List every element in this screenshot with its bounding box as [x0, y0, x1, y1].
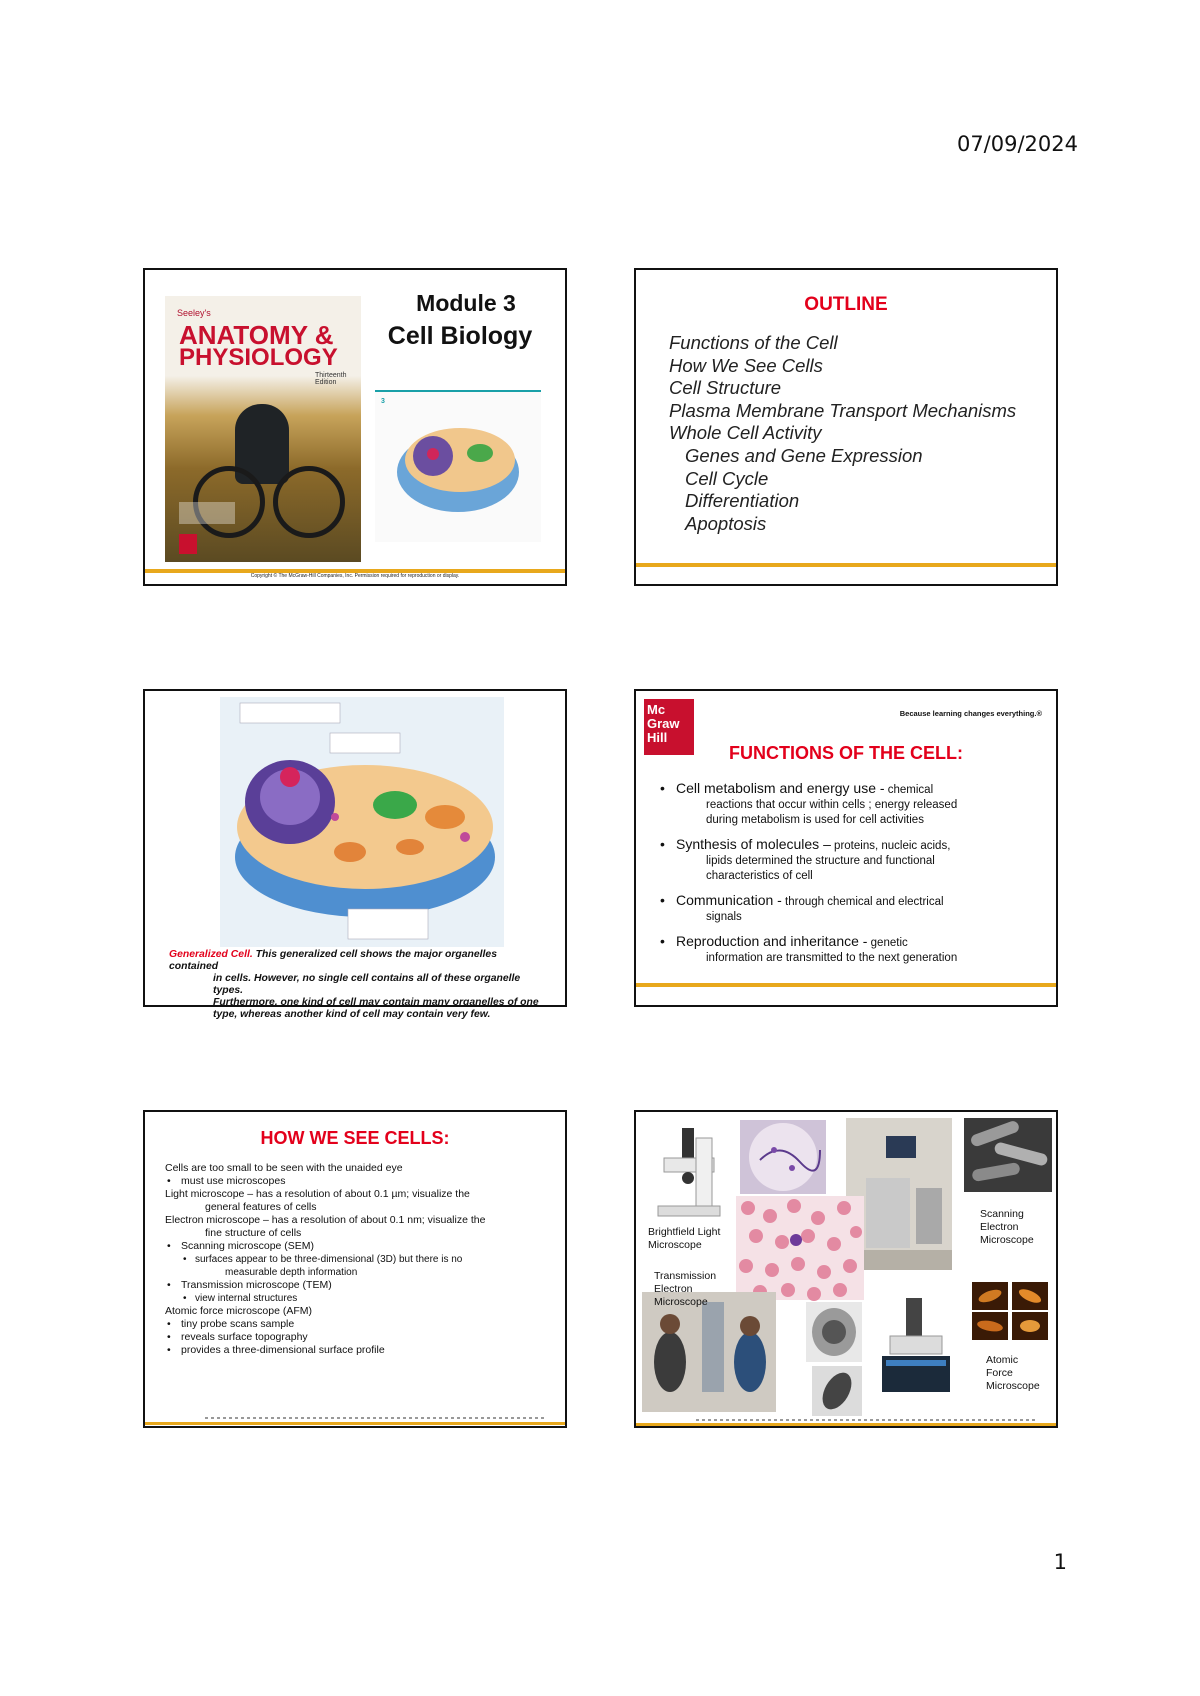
caption-text: type, whereas another kind of cell may contain very few. [213, 1009, 491, 1020]
gold-bar [636, 563, 1056, 567]
list-text: Electron microscope – has a resolution of about 0.1 nm; visualize the [165, 1214, 486, 1226]
slide-module-title [143, 268, 567, 586]
slide-generalized-cell [143, 689, 567, 1020]
outline-item: Plasma Membrane Transport Mechanisms [669, 399, 1017, 421]
label-transmission-em [654, 1270, 716, 1309]
label-text: Brightfield Light [648, 1226, 721, 1238]
function-detail: chemical [884, 784, 934, 796]
see-cells-title: HOW WE SEE CELLS: [260, 1128, 450, 1148]
function-head: Communication - [676, 892, 782, 908]
logo-text: Hill [647, 730, 668, 745]
stained-cells-micrograph [740, 1120, 826, 1194]
function-detail: proteins, nucleic acids, [830, 840, 951, 852]
label-text: Transmission [654, 1270, 717, 1282]
sem-bacteria-image [964, 1118, 1052, 1192]
function-detail: reactions that occur within cells ; energy released [706, 799, 958, 811]
caption-text: in cells. However, no single cell contains all of these organelle types. [213, 973, 521, 996]
label-brightfield [648, 1226, 720, 1252]
label-text: Scanning [980, 1208, 1024, 1220]
function-item [654, 781, 1034, 828]
outline-item: Functions of the Cell [669, 332, 838, 353]
label-text: Electron [654, 1283, 693, 1295]
outline-title: OUTLINE [804, 294, 888, 315]
caption-text: Furthermore, one kind of cell may contain many organelles of one [213, 997, 539, 1008]
gold-bar [636, 983, 1056, 987]
list-item [165, 1188, 555, 1214]
function-detail: information are transmitted to the next generation [706, 952, 958, 964]
outline-item: Cell Structure [669, 377, 782, 399]
outline-subitem: Differentiation [685, 490, 800, 512]
footer-line [205, 1417, 545, 1419]
list-text: measurable depth information [225, 1267, 358, 1278]
outline-list [669, 332, 1016, 535]
blood-cells-micrograph [736, 1196, 864, 1300]
function-item [654, 837, 1034, 884]
copyright-notice: Copyright © The McGraw-Hill Companies, Inc. Permission required for reproduction or display. [250, 573, 460, 579]
function-detail: through chemical and electrical [781, 896, 944, 908]
label-atomic-force [986, 1354, 1040, 1393]
logo-text: Mc [647, 702, 666, 717]
list-item: • Transmission microscope (TEM) [165, 1279, 555, 1292]
outline-item: Whole Cell Activity [669, 422, 822, 444]
gold-bar [145, 1422, 565, 1425]
list-item [165, 1214, 555, 1240]
label-text: Microscope [986, 1380, 1040, 1392]
list-subitem [165, 1253, 555, 1279]
page-date: 07/09/2024 [956, 132, 1078, 156]
bike-wheel-icon [273, 466, 345, 538]
label-scanning-em [980, 1208, 1034, 1247]
list-item: Atomic force microscope (AFM) [165, 1305, 313, 1317]
mini-module-number: 3 [381, 398, 385, 405]
module-number: Module 3 [416, 290, 516, 316]
function-head: Cell metabolism and energy use - [676, 780, 885, 796]
list-item: • provides a three-dimensional surface profile [165, 1344, 555, 1357]
list-text: general features of cells [205, 1201, 317, 1213]
label-text: Force [986, 1367, 1013, 1379]
list-item: • must use microscopes [165, 1175, 555, 1188]
list-item: • reveals surface topography [165, 1331, 555, 1344]
outline-subitem: Genes and Gene Expression [685, 444, 923, 466]
label-text: Microscope [648, 1239, 702, 1251]
book-title-line1: ANATOMY & [179, 320, 334, 350]
page-number: 1 [1053, 1550, 1067, 1574]
afm-surface-images [970, 1280, 1050, 1342]
book-authors-block [179, 502, 235, 524]
nucleolus [427, 448, 439, 460]
footer-line [696, 1419, 1036, 1421]
cell-diagram-image [220, 697, 504, 947]
list-item: • Scanning microscope (SEM) [165, 1240, 555, 1253]
outline-item: How We See Cells [669, 354, 823, 376]
slide-microscopes [634, 1110, 1058, 1428]
list-text: fine structure of cells [205, 1227, 302, 1239]
function-detail: during metabolism is used for cell activities [706, 814, 924, 826]
logo-text: Graw [647, 716, 680, 731]
function-detail: lipids determined the structure and functional [706, 855, 935, 867]
function-head: Synthesis of molecules – [676, 836, 831, 852]
function-detail: characteristics of cell [706, 870, 813, 882]
gold-bar [636, 1423, 1056, 1426]
outline-subitem: Apoptosis [685, 512, 767, 534]
list-subitem: • view internal structures [165, 1292, 555, 1305]
book-subtitle: Seeley's [177, 308, 211, 318]
function-head: Reproduction and inheritance - [676, 933, 868, 949]
publisher-logo [179, 534, 197, 554]
tagline: Because learning changes everything.® [899, 709, 1042, 718]
list-item: • tiny probe scans sample [165, 1318, 555, 1331]
label-text: Electron [980, 1221, 1019, 1233]
outline-subitem: Cell Cycle [685, 467, 769, 489]
function-item [654, 893, 1034, 925]
figure-caption [169, 949, 545, 1021]
golgi [467, 444, 493, 462]
functions-title: FUNCTIONS OF THE CELL: [729, 743, 963, 763]
module-title: Cell Biology [387, 322, 533, 350]
slide-how-we-see-cells [143, 1110, 567, 1428]
tem-lab-photo [642, 1292, 776, 1412]
atomic-force-microscope-photo [876, 1292, 956, 1402]
slide-functions [634, 689, 1058, 1007]
tem-micrograph [812, 1366, 862, 1416]
caption-text: This generalized cell shows the major organelles contained [169, 949, 497, 972]
list-text: Light microscope – has a resolution of about 0.1 µm; visualize the [165, 1188, 470, 1200]
function-detail: genetic [867, 937, 908, 949]
label-text: Microscope [654, 1296, 708, 1308]
book-title-line2: PHYSIOLOGY [179, 344, 338, 371]
function-detail: signals [706, 911, 742, 923]
slide-outline [634, 268, 1058, 586]
book-edition: Thirteenth Edition [315, 372, 347, 386]
function-item [654, 934, 1034, 966]
tem-micrograph [806, 1302, 862, 1362]
label-text: Atomic [986, 1354, 1019, 1366]
textbook-cover [165, 296, 361, 562]
brightfield-microscope-photo [642, 1118, 728, 1222]
chapter-cell-thumbnail [375, 390, 541, 542]
functions-list [654, 781, 1034, 975]
list-text: surfaces appear to be three-dimensional (3D) but there is no [195, 1254, 463, 1265]
see-cells-list [165, 1162, 555, 1357]
list-item: Cells are too small to be seen with the unaided eye [165, 1162, 403, 1174]
label-text: Microscope [980, 1234, 1034, 1246]
caption-label: Generalized Cell. [169, 949, 253, 960]
